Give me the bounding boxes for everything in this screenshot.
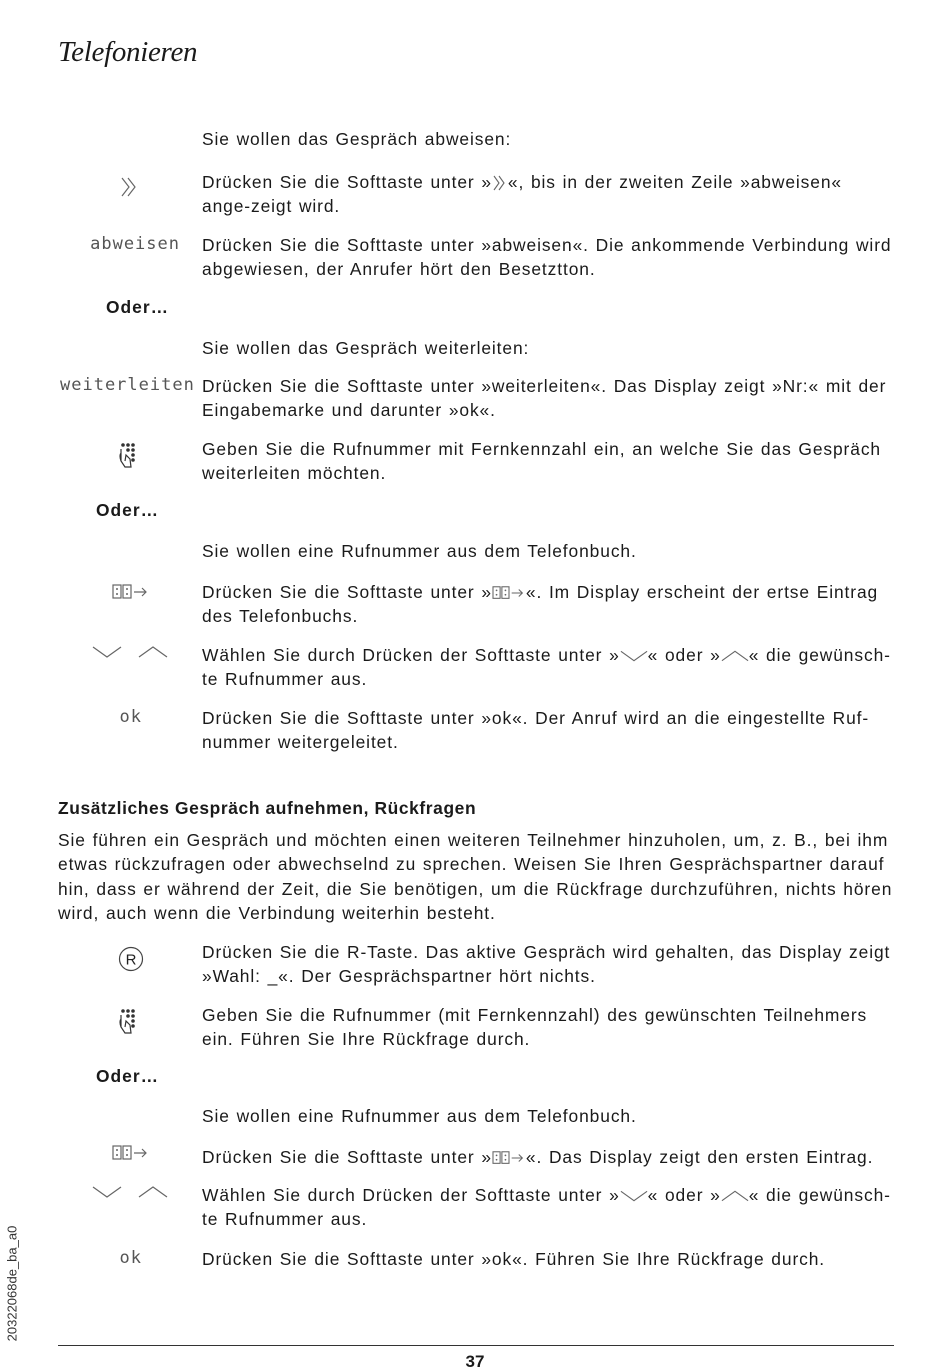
arrow-down-icon — [92, 645, 122, 659]
phonebook-icon — [492, 585, 526, 601]
book-step1: Drücken Sie die Softtaste unter » «. Im Display erscheint der ertse Eintrag des Telefonbuchs. — [202, 582, 879, 626]
book-intro: Sie wollen eine Rufnummer aus dem Telefonbuch. — [202, 541, 637, 561]
weiterleiten-softkey-label: weiterleiten — [60, 375, 195, 395]
keypad-icon — [117, 441, 141, 471]
arrow-down-icon — [620, 1189, 648, 1203]
reject-intro: Sie wollen das Gespräch abweisen: — [202, 129, 512, 149]
phonebook-icon — [492, 1150, 526, 1166]
section-heading: Zusätzliches Gespräch aufnehmen, Rückfragen — [58, 798, 477, 818]
ok-softkey-label: ok — [119, 1248, 142, 1268]
double-chevron-right-icon — [120, 176, 140, 198]
oder-label: Oder… — [96, 1066, 159, 1086]
arrow-up-icon — [138, 645, 168, 659]
reject-step2: Drücken Sie die Softtaste unter »abweisen«. Die ankommende Verbindung wird abgewiesen, der Anrufer hört den Besetztton. — [202, 235, 892, 279]
dial-step: Geben Sie die Rufnummer (mit Fernkennzahl) des gewünschten Teilnehmers ein. Führen Sie Ihre Rückfrage durch. — [202, 1005, 868, 1049]
r-key-label: R — [125, 951, 137, 969]
keypad-icon — [117, 1007, 141, 1037]
arrow-up-icon — [721, 649, 749, 663]
arrow-up-icon — [138, 1185, 168, 1199]
book-step3: Drücken Sie die Softtaste unter »ok«. Der Anruf wird an die eingestellte Ruf-nummer weitergeleitet. — [202, 708, 870, 752]
arrow-up-icon — [721, 1189, 749, 1203]
book-step1: Drücken Sie die Softtaste unter » «. Das Display zeigt den ersten Eintrag. — [202, 1147, 874, 1167]
r-key-icon — [118, 946, 144, 972]
arrow-down-icon — [620, 649, 648, 663]
forward-step2: Geben Sie die Rufnummer mit Fernkennzahl ein, an welche Sie das Gespräch weiterleiten möchten. — [202, 439, 881, 483]
book-step3: Drücken Sie die Softtaste unter »ok«. Führen Sie Ihre Rückfrage durch. — [202, 1249, 826, 1269]
oder-label: Oder… — [96, 500, 159, 520]
reject-step1: Drücken Sie die Softtaste unter » «, bis in der zweiten Zeile »abweisen« ange-zeigt wird. — [202, 172, 842, 216]
book-step2: Wählen Sie durch Drücken der Softtaste unter » « oder » « die gewünsch-te Rufnummer aus. — [202, 645, 891, 689]
phonebook-icon — [112, 1144, 150, 1162]
footer-rule — [58, 1345, 894, 1346]
page-number: 37 — [465, 1352, 485, 1371]
arrow-down-icon — [92, 1185, 122, 1199]
section-intro-paragraph: Sie führen ein Gespräch und möchten einen weiteren Teilnehmer hinzuholen, um, z. B., bei ihm etwas rückzufragen oder abwechselnd zu sprechen. Weisen Sie Ihren Gesprächspartner darauf hin, dass er während der Zeit, die Sie benötigen, um die Rückfrage durchzuführen, nichts hören wird, auch wenn die Verbindung weiterhin besteht. — [58, 830, 893, 923]
book-step2: Wählen Sie durch Drücken der Softtaste unter » « oder » « die gewünsch-te Rufnummer aus. — [202, 1185, 891, 1229]
abweisen-softkey-label: abweisen — [90, 234, 180, 254]
book-intro: Sie wollen eine Rufnummer aus dem Telefonbuch. — [202, 1106, 637, 1126]
document-code: 20322068de_ba_a0 — [4, 1225, 20, 1342]
oder-label: Oder… — [106, 297, 169, 317]
forward-step1: Drücken Sie die Softtaste unter »weiterleiten«. Das Display zeigt »Nr:« mit der Eingabemarke und darunter »ok«. — [202, 376, 887, 420]
phonebook-icon — [112, 583, 150, 601]
double-chevron-right-icon — [492, 174, 508, 192]
r-key-step: Drücken Sie die R-Taste. Das aktive Gespräch wird gehalten, das Display zeigt »Wahl: _«. Der Gesprächspartner hört nichts. — [202, 942, 891, 986]
page-title: Telefonieren — [58, 36, 198, 68]
ok-softkey-label: ok — [119, 707, 142, 727]
forward-intro: Sie wollen das Gespräch weiterleiten: — [202, 338, 530, 358]
